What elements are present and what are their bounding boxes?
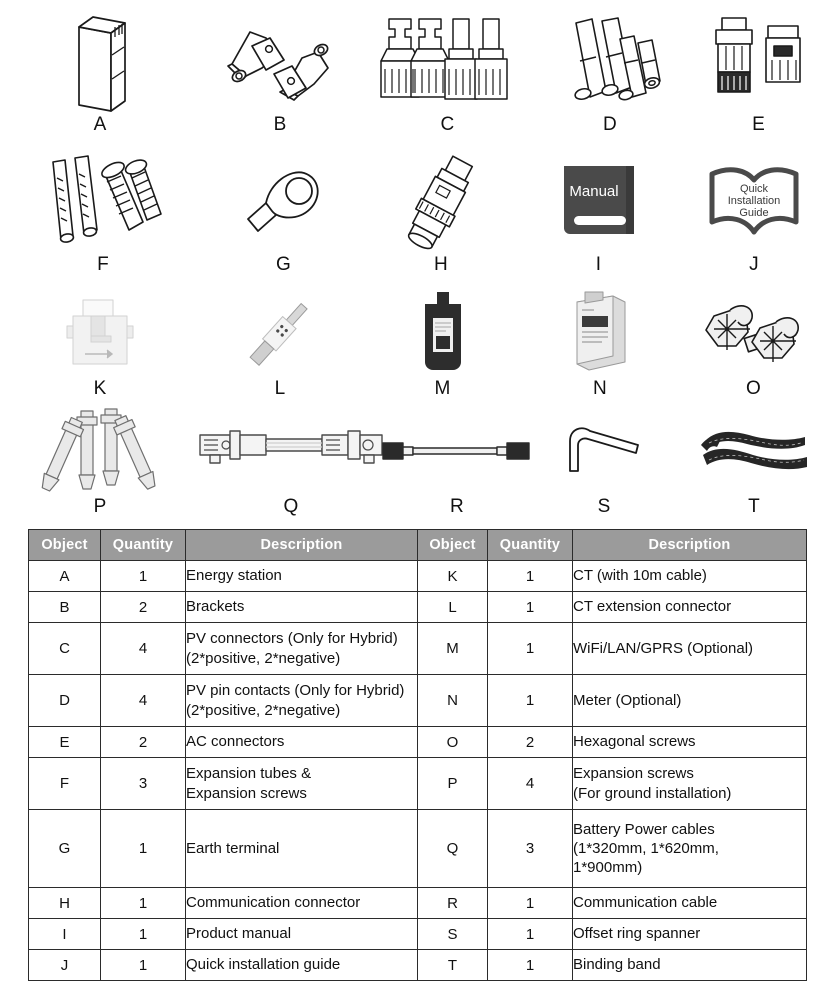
earth-terminal-icon <box>242 167 326 237</box>
desc-line-1: Communication connector <box>186 894 361 912</box>
cell-quantity: 4 <box>101 675 186 727</box>
illustration-item-M <box>360 278 525 398</box>
cell-description <box>573 592 807 623</box>
illustration-caption: S <box>597 496 611 517</box>
desc-line-1: Product manual <box>186 925 292 943</box>
cell-quantity: 3 <box>101 758 186 810</box>
ac-connectors-icon <box>712 16 806 110</box>
illustration-item-K <box>0 278 200 398</box>
hexagonal-screws-icon <box>702 302 806 364</box>
cell-quantity: 4 <box>101 623 186 675</box>
cell-description <box>573 623 807 675</box>
cell-object: B <box>29 592 101 623</box>
manual-label: Manual <box>568 183 619 200</box>
illustration-caption: M <box>434 378 451 399</box>
illustration-caption: F <box>97 254 109 275</box>
product-manual-icon <box>552 160 646 244</box>
illustration-item-G <box>206 140 361 274</box>
illustration-caption: P <box>93 496 107 517</box>
illustration-caption: E <box>752 114 765 135</box>
illustration-caption: L <box>274 378 286 399</box>
illustration-caption: K <box>93 378 107 399</box>
table-row <box>29 919 807 950</box>
cell-object: T <box>418 950 488 981</box>
ct-extension-connector-icon <box>240 293 320 373</box>
header-quantity-left: Quantity <box>101 530 186 561</box>
communication-connector-icon <box>398 152 484 252</box>
desc-line-1: Binding band <box>573 956 661 974</box>
expansion-screws-icon <box>37 407 163 495</box>
cell-quantity: 2 <box>101 727 186 758</box>
cell-object: F <box>29 758 101 810</box>
illustration-caption: T <box>748 496 760 517</box>
cell-object: A <box>29 561 101 592</box>
ct-clamp-icon <box>67 296 133 370</box>
cell-description <box>573 810 807 888</box>
cell-object: P <box>418 758 488 810</box>
illustration-item-Q <box>200 398 382 516</box>
expansion-tubes-screws-icon <box>43 152 163 252</box>
table-header-row <box>29 530 807 561</box>
cell-quantity: 1 <box>101 810 186 888</box>
meter-icon <box>567 292 633 374</box>
quick-installation-guide-icon <box>704 164 804 240</box>
header-object-right: Object <box>418 530 488 561</box>
cell-description <box>186 727 418 758</box>
desc-line-1: Meter (Optional) <box>573 691 682 709</box>
cell-description <box>573 950 807 981</box>
energy-station-icon <box>65 13 135 113</box>
illustration-caption: A <box>93 114 107 135</box>
cell-quantity: 1 <box>488 623 573 675</box>
cell-description <box>573 561 807 592</box>
illustration-item-R <box>382 398 532 516</box>
illustration-item-D <box>535 2 685 134</box>
cell-object: N <box>418 675 488 727</box>
illustration-item-L <box>200 278 360 398</box>
illustration-row-4 <box>0 398 832 516</box>
illustration-item-S <box>532 398 676 516</box>
desc-line-1: Expansion tubes & <box>186 765 312 783</box>
illustration-item-N <box>525 278 675 398</box>
illustration-item-T <box>676 398 832 516</box>
table-row <box>29 888 807 919</box>
cell-description <box>573 919 807 950</box>
illustration-caption: C <box>440 114 455 135</box>
illustration-item-A <box>0 2 200 134</box>
packing-list-table <box>28 529 807 981</box>
pv-pin-contacts-icon <box>558 17 662 109</box>
cell-quantity: 1 <box>488 592 573 623</box>
cell-description <box>186 888 418 919</box>
illustration-caption: G <box>276 254 291 275</box>
cell-object: C <box>29 623 101 675</box>
desc-line-3: 1*900mm) <box>573 859 643 877</box>
cell-description <box>186 758 418 810</box>
illustration-item-J <box>676 140 832 274</box>
cell-description <box>573 888 807 919</box>
header-description-left: Description <box>186 530 418 561</box>
illustration-caption: Q <box>283 496 299 517</box>
illustration-item-F <box>0 140 206 274</box>
cell-object: D <box>29 675 101 727</box>
cell-object: I <box>29 919 101 950</box>
guide-line-1: Quick <box>739 183 769 195</box>
cell-description <box>186 561 418 592</box>
desc-line-1: Quick installation guide <box>186 956 341 974</box>
desc-line-1: Offset ring spanner <box>573 925 701 943</box>
pv-connectors-icon <box>383 15 513 111</box>
cell-description <box>573 675 807 727</box>
illustration-row-1 <box>0 2 832 134</box>
header-description-right: Description <box>573 530 807 561</box>
cell-description <box>186 810 418 888</box>
cell-quantity: 1 <box>488 888 573 919</box>
desc-line-1: Expansion screws <box>573 765 694 783</box>
communication-cable-icon <box>383 431 531 471</box>
desc-line-2: (2*positive, 2*negative) <box>186 649 341 667</box>
cell-object: G <box>29 810 101 888</box>
table-row <box>29 592 807 623</box>
cell-quantity: 4 <box>488 758 573 810</box>
cell-quantity: 1 <box>101 561 186 592</box>
cell-quantity: 1 <box>101 888 186 919</box>
cell-description <box>186 623 418 675</box>
brackets-icon <box>222 20 338 106</box>
cell-description <box>573 727 807 758</box>
table-row <box>29 950 807 981</box>
table-row <box>29 675 807 727</box>
desc-line-1: Hexagonal screws <box>573 733 696 751</box>
desc-line-2: (2*positive, 2*negative) <box>186 701 341 719</box>
illustration-caption: D <box>603 114 617 135</box>
table-row <box>29 727 807 758</box>
illustration-caption: B <box>273 114 287 135</box>
cell-description <box>186 919 418 950</box>
illustration-caption: R <box>450 496 464 517</box>
illustration-item-I <box>521 140 676 274</box>
desc-line-1: Battery Power cables <box>573 820 715 838</box>
illustration-caption: J <box>749 254 759 275</box>
illustration-caption: N <box>593 378 607 399</box>
desc-line-1: Energy station <box>186 567 282 585</box>
desc-line-1: PV pin contacts (Only for Hybrid) <box>186 682 405 700</box>
illustration-item-E <box>685 2 832 134</box>
illustration-caption: H <box>434 254 448 275</box>
desc-line-1: CT (with 10m cable) <box>573 567 707 585</box>
desc-line-1: CT extension connector <box>573 598 732 616</box>
desc-line-1: Brackets <box>186 598 245 616</box>
table-row <box>29 810 807 888</box>
illustration-item-C <box>360 2 535 134</box>
desc-line-1: Earth terminal <box>186 839 280 857</box>
battery-power-cable-icon <box>196 423 386 479</box>
illustration-item-P <box>0 398 200 516</box>
table-body <box>29 561 807 981</box>
cell-quantity: 1 <box>488 919 573 950</box>
table-row <box>29 758 807 810</box>
cell-description <box>186 950 418 981</box>
cell-object: K <box>418 561 488 592</box>
illustration-item-O <box>675 278 832 398</box>
illustration-row-3 <box>0 278 832 398</box>
header-object-left: Object <box>29 530 101 561</box>
header-quantity-right: Quantity <box>488 530 573 561</box>
guide-line-3: Guide <box>739 207 769 219</box>
cell-object: R <box>418 888 488 919</box>
cell-quantity: 1 <box>101 919 186 950</box>
guide-line-2: Installation <box>727 195 781 207</box>
cell-quantity: 1 <box>488 950 573 981</box>
desc-line-2: Expansion screws <box>186 784 307 802</box>
illustration-caption: I <box>595 254 602 275</box>
illustration-row-2 <box>0 140 832 274</box>
cell-quantity: 1 <box>488 561 573 592</box>
illustration-item-B <box>200 2 360 134</box>
desc-line-1: Communication cable <box>573 894 718 912</box>
packing-list-table-wrapper <box>28 529 806 981</box>
desc-line-2: (For ground installation) <box>573 784 732 802</box>
table-row <box>29 561 807 592</box>
offset-ring-spanner-icon <box>562 423 646 479</box>
binding-band-icon <box>699 425 809 477</box>
cell-quantity: 2 <box>488 727 573 758</box>
desc-line-1: AC connectors <box>186 733 285 751</box>
cell-quantity: 3 <box>488 810 573 888</box>
cell-description <box>573 758 807 810</box>
cell-quantity: 1 <box>101 950 186 981</box>
desc-line-1: WiFi/LAN/GPRS (Optional) <box>573 639 754 657</box>
cell-description <box>186 675 418 727</box>
cell-quantity: 2 <box>101 592 186 623</box>
desc-line-1: PV connectors (Only for Hybrid) <box>186 630 398 648</box>
cell-object: S <box>418 919 488 950</box>
cell-quantity: 1 <box>488 675 573 727</box>
illustration-item-H <box>361 140 521 274</box>
desc-line-2: (1*320mm, 1*620mm, <box>573 839 719 857</box>
cell-object: M <box>418 623 488 675</box>
illustration-caption: O <box>746 378 761 399</box>
table-row <box>29 623 807 675</box>
cell-object: Q <box>418 810 488 888</box>
cell-object: H <box>29 888 101 919</box>
cell-object: J <box>29 950 101 981</box>
wifi-lan-gprs-dongle-icon <box>419 292 467 374</box>
cell-description <box>186 592 418 623</box>
cell-object: E <box>29 727 101 758</box>
cell-object: L <box>418 592 488 623</box>
cell-object: O <box>418 727 488 758</box>
